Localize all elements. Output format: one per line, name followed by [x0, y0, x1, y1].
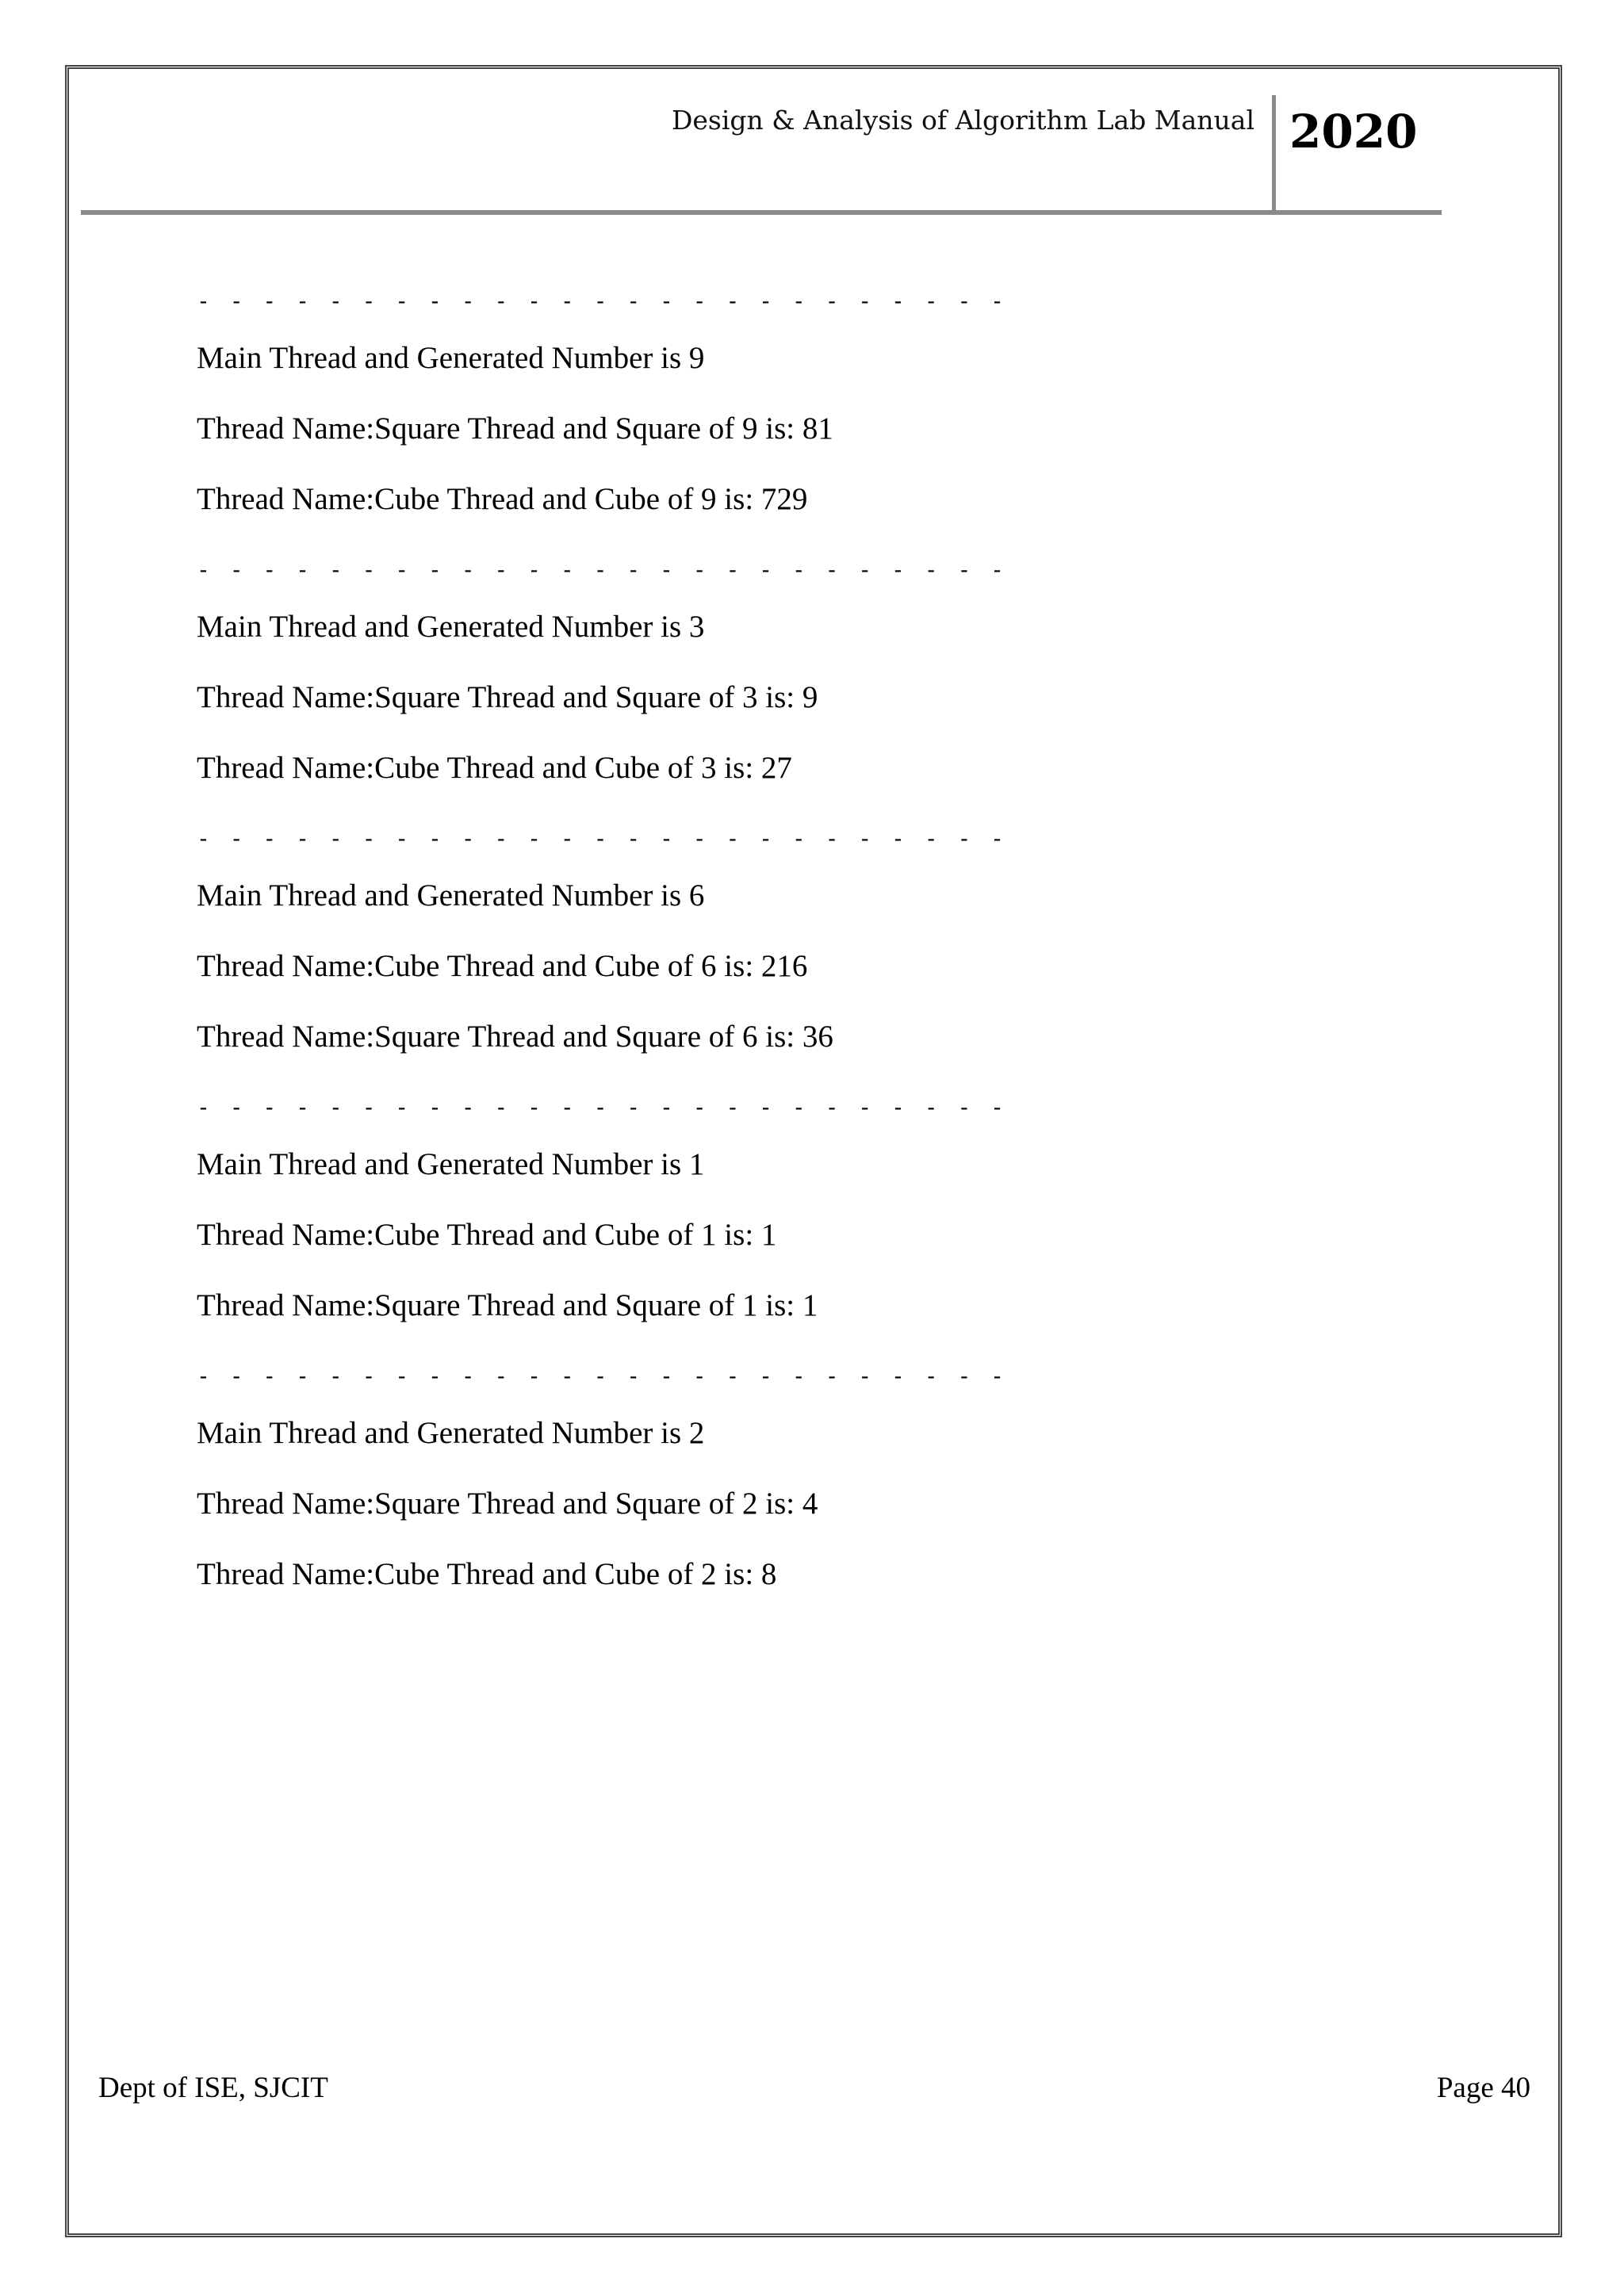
output-line: Thread Name:Square Thread and Square of 3 is: 9 [197, 680, 818, 714]
output-line: Thread Name:Cube Thread and Cube of 1 is: 1 [197, 1218, 777, 1252]
output-line: Thread Name:Cube Thread and Cube of 2 is: 8 [197, 1557, 777, 1591]
output-line: Thread Name:Square Thread and Square of 9 is: 81 [197, 411, 833, 446]
header-rule [81, 210, 1442, 215]
separator-line: - - - - - - - - - - - - - - - - - - - - - - - - - [197, 1363, 1008, 1389]
output-block [197, 819, 1386, 1088]
output-block [197, 1088, 1386, 1357]
header-divider [1272, 95, 1276, 212]
output-line: Main Thread and Generated Number is 2 [197, 1416, 705, 1450]
header-year: 2020 [1289, 105, 1418, 159]
output-line: Thread Name:Square Thread and Square of 1 is: 1 [197, 1288, 818, 1322]
output-line: Thread Name:Square Thread and Square of 6 is: 36 [197, 1020, 833, 1054]
output-block [197, 550, 1386, 819]
output-line: Main Thread and Generated Number is 6 [197, 878, 705, 913]
separator-line: - - - - - - - - - - - - - - - - - - - - - - - - - [197, 557, 1008, 583]
output-line: Thread Name:Cube Thread and Cube of 3 is: 27 [197, 751, 792, 785]
output-line: Thread Name:Square Thread and Square of 2 is: 4 [197, 1487, 818, 1521]
output-line: Thread Name:Cube Thread and Cube of 6 is: 216 [197, 949, 808, 983]
output-block [197, 281, 1386, 550]
footer-page-number: Page 40 [1436, 2072, 1530, 2104]
output-block [197, 1357, 1386, 1625]
program-output [197, 281, 1386, 1625]
output-line: Main Thread and Generated Number is 1 [197, 1147, 705, 1181]
output-line: Thread Name:Cube Thread and Cube of 9 is: 729 [197, 482, 808, 516]
header-title: Design & Analysis of Algorithm Lab Manual [671, 105, 1254, 136]
separator-line: - - - - - - - - - - - - - - - - - - - - - - - - - [197, 1094, 1008, 1120]
separator-line: - - - - - - - - - - - - - - - - - - - - - - - - - [197, 288, 1008, 314]
output-line: Main Thread and Generated Number is 3 [197, 610, 705, 644]
output-line: Main Thread and Generated Number is 9 [197, 341, 705, 375]
footer-department: Dept of ISE, SJCIT [98, 2072, 328, 2104]
separator-line: - - - - - - - - - - - - - - - - - - - - - - - - - [197, 825, 1008, 851]
